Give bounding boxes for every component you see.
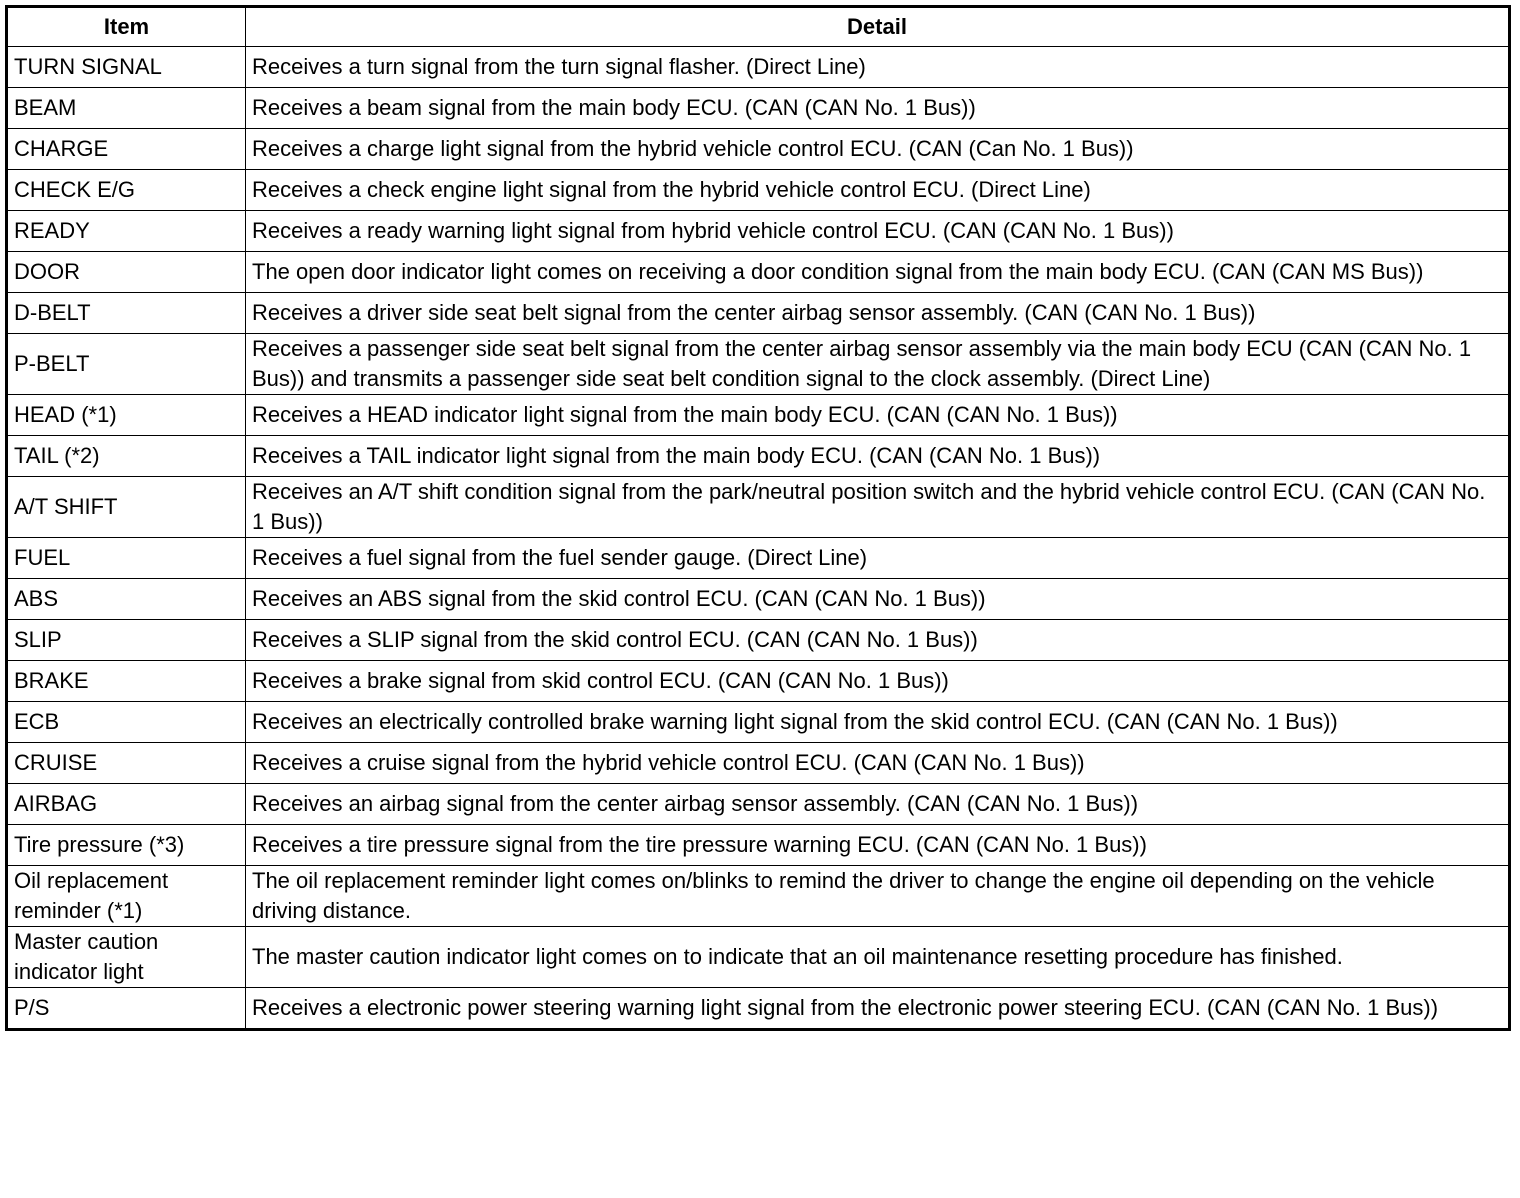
row-detail: Receives a fuel signal from the fuel sender gauge. (Direct Line) (246, 538, 1510, 579)
row-detail: Receives a electronic power steering warning light signal from the electronic power steering ECU. (CAN (CAN No. 1 Bus)) (246, 988, 1510, 1030)
table-row (7, 436, 1510, 477)
row-detail: Receives a cruise signal from the hybrid vehicle control ECU. (CAN (CAN No. 1 Bus)) (246, 743, 1510, 784)
table-row (7, 620, 1510, 661)
row-detail: Receives a HEAD indicator light signal from the main body ECU. (CAN (CAN No. 1 Bus)) (246, 395, 1510, 436)
table-row (7, 395, 1510, 436)
row-item: CHARGE (7, 129, 246, 170)
table-row (7, 170, 1510, 211)
row-detail: Receives a brake signal from skid control ECU. (CAN (CAN No. 1 Bus)) (246, 661, 1510, 702)
row-item: TURN SIGNAL (7, 47, 246, 88)
row-item: Tire pressure (*3) (7, 825, 246, 866)
table-row (7, 784, 1510, 825)
row-detail: Receives a SLIP signal from the skid control ECU. (CAN (CAN No. 1 Bus)) (246, 620, 1510, 661)
row-item: P/S (7, 988, 246, 1030)
row-detail: Receives a charge light signal from the hybrid vehicle control ECU. (CAN (Can No. 1 Bus)) (246, 129, 1510, 170)
row-detail: The open door indicator light comes on receiving a door condition signal from the main body ECU. (CAN (CAN MS Bus)) (246, 252, 1510, 293)
header-item: Item (7, 7, 246, 47)
table-row (7, 702, 1510, 743)
table-row (7, 252, 1510, 293)
row-detail: Receives a passenger side seat belt signal from the center airbag sensor assembly via the main body ECU (CAN (CAN No. 1 Bus)) and transmits a passenger side seat belt condition signal to the clock assembly. (Direct Line) (246, 334, 1510, 395)
table-row (7, 538, 1510, 579)
row-item: D-BELT (7, 293, 246, 334)
table-row (7, 47, 1510, 88)
row-item: BRAKE (7, 661, 246, 702)
row-detail: Receives a ready warning light signal from hybrid vehicle control ECU. (CAN (CAN No. 1 Bus)) (246, 211, 1510, 252)
table-row (7, 743, 1510, 784)
table-row (7, 88, 1510, 129)
table-row (7, 477, 1510, 538)
row-detail: Receives a tire pressure signal from the tire pressure warning ECU. (CAN (CAN No. 1 Bus)) (246, 825, 1510, 866)
row-detail: Receives an A/T shift condition signal from the park/neutral position switch and the hybrid vehicle control ECU. (CAN (CAN No. 1 Bus)) (246, 477, 1510, 538)
row-detail: Receives a driver side seat belt signal from the center airbag sensor assembly. (CAN (CAN No. 1 Bus)) (246, 293, 1510, 334)
row-item: Master caution indicator light (7, 927, 246, 988)
row-item: TAIL (*2) (7, 436, 246, 477)
row-item: HEAD (*1) (7, 395, 246, 436)
row-detail: The oil replacement reminder light comes on/blinks to remind the driver to change the engine oil depending on the vehicle driving distance. (246, 866, 1510, 927)
row-detail: Receives a check engine light signal from the hybrid vehicle control ECU. (Direct Line) (246, 170, 1510, 211)
row-detail: Receives a TAIL indicator light signal from the main body ECU. (CAN (CAN No. 1 Bus)) (246, 436, 1510, 477)
table-row (7, 927, 1510, 988)
row-detail: Receives an electrically controlled brake warning light signal from the skid control ECU. (CAN (CAN No. 1 Bus)) (246, 702, 1510, 743)
row-detail: Receives an airbag signal from the center airbag sensor assembly. (CAN (CAN No. 1 Bus)) (246, 784, 1510, 825)
table-row (7, 293, 1510, 334)
table-row (7, 211, 1510, 252)
row-item: A/T SHIFT (7, 477, 246, 538)
table-row (7, 334, 1510, 395)
row-item: Oil replacement reminder (*1) (7, 866, 246, 927)
row-item: READY (7, 211, 246, 252)
row-detail: Receives a turn signal from the turn signal flasher. (Direct Line) (246, 47, 1510, 88)
row-item: ABS (7, 579, 246, 620)
table-row (7, 579, 1510, 620)
row-item: ECB (7, 702, 246, 743)
table-row (7, 129, 1510, 170)
row-item: CRUISE (7, 743, 246, 784)
table-row (7, 825, 1510, 866)
row-item: FUEL (7, 538, 246, 579)
row-detail: The master caution indicator light comes on to indicate that an oil maintenance resetting procedure has finished. (246, 927, 1510, 988)
table-row (7, 988, 1510, 1030)
row-item: SLIP (7, 620, 246, 661)
indicator-table (5, 5, 1511, 1031)
row-item: DOOR (7, 252, 246, 293)
row-item: P-BELT (7, 334, 246, 395)
row-item: AIRBAG (7, 784, 246, 825)
header-detail: Detail (246, 7, 1510, 47)
row-detail: Receives an ABS signal from the skid control ECU. (CAN (CAN No. 1 Bus)) (246, 579, 1510, 620)
row-item: CHECK E/G (7, 170, 246, 211)
row-item: BEAM (7, 88, 246, 129)
table-row (7, 866, 1510, 927)
table-header-row (7, 7, 1510, 47)
table-row (7, 661, 1510, 702)
row-detail: Receives a beam signal from the main body ECU. (CAN (CAN No. 1 Bus)) (246, 88, 1510, 129)
